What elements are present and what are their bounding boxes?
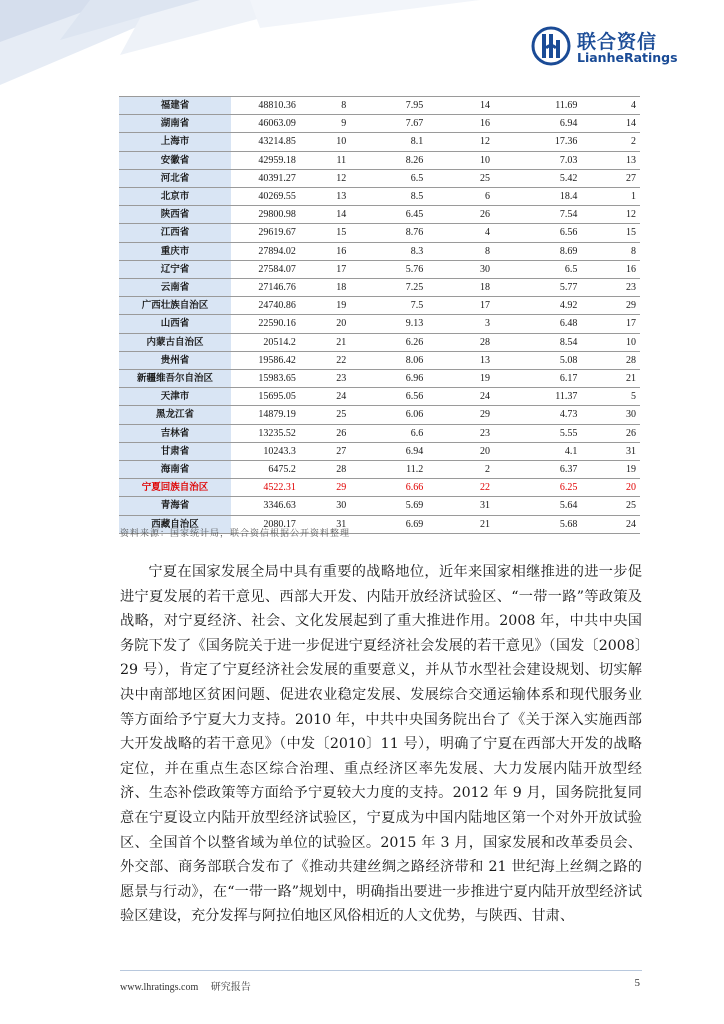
value-cell: 14 [581,115,640,133]
value-cell: 9.13 [350,315,427,333]
value-cell: 4.92 [494,297,581,315]
value-cell: 29800.98 [231,206,300,224]
region-name-cell: 青海省 [119,497,231,515]
value-cell: 6475.2 [231,461,300,479]
region-name-cell: 云南省 [119,279,231,297]
value-cell: 11 [300,151,350,169]
table-row [119,479,640,497]
value-cell: 24 [427,388,494,406]
value-cell: 6.56 [494,224,581,242]
value-cell: 8.76 [350,224,427,242]
value-cell: 16 [427,115,494,133]
value-cell: 28 [427,333,494,351]
region-name-cell: 湖南省 [119,115,231,133]
value-cell: 8 [300,97,350,115]
logo-text-en: LianheRatings [577,50,678,65]
value-cell: 6.56 [350,388,427,406]
value-cell: 20514.2 [231,333,300,351]
value-cell: 29 [581,297,640,315]
value-cell: 20 [300,315,350,333]
table-row [119,206,640,224]
value-cell: 7.25 [350,279,427,297]
value-cell: 15695.05 [231,388,300,406]
value-cell: 17.36 [494,133,581,151]
value-cell: 5.64 [494,497,581,515]
region-name-cell: 福建省 [119,97,231,115]
table-row [119,351,640,369]
value-cell: 40391.27 [231,169,300,187]
value-cell: 6.26 [350,333,427,351]
table-row [119,388,640,406]
value-cell: 5.55 [494,424,581,442]
value-cell: 2080.17 [231,515,300,533]
value-cell: 13235.52 [231,424,300,442]
footer-divider [120,970,642,971]
table-row [119,279,640,297]
table-row [119,224,640,242]
value-cell: 27 [581,169,640,187]
value-cell: 6.25 [494,479,581,497]
value-cell: 30 [300,497,350,515]
value-cell: 12 [300,169,350,187]
value-cell: 1 [581,188,640,206]
value-cell: 10 [300,133,350,151]
value-cell: 5.08 [494,351,581,369]
value-cell: 13 [581,151,640,169]
region-name-cell: 黑龙江省 [119,406,231,424]
value-cell: 27584.07 [231,260,300,278]
table-row [119,315,640,333]
footer-info [120,978,261,993]
region-name-cell: 天津市 [119,388,231,406]
region-name-cell: 甘肃省 [119,442,231,460]
value-cell: 27 [300,442,350,460]
value-cell: 16 [300,242,350,260]
value-cell: 23 [427,424,494,442]
value-cell: 23 [300,370,350,388]
value-cell: 18 [427,279,494,297]
table-row [119,133,640,151]
value-cell: 4522.31 [231,479,300,497]
table-row [119,442,640,460]
value-cell: 5.77 [494,279,581,297]
value-cell: 23 [581,279,640,297]
table-row [119,169,640,187]
value-cell: 8 [427,242,494,260]
value-cell: 15 [300,224,350,242]
value-cell: 46063.09 [231,115,300,133]
value-cell: 13 [427,351,494,369]
value-cell: 6.17 [494,370,581,388]
table-row [119,115,640,133]
region-name-cell: 北京市 [119,188,231,206]
region-name-cell: 内蒙古自治区 [119,333,231,351]
value-cell: 22590.16 [231,315,300,333]
value-cell: 43214.85 [231,133,300,151]
value-cell: 17 [300,260,350,278]
value-cell: 2 [581,133,640,151]
region-name-cell: 宁夏回族自治区 [119,479,231,497]
value-cell: 7.5 [350,297,427,315]
value-cell: 6.6 [350,424,427,442]
value-cell: 25 [581,497,640,515]
value-cell: 31 [581,442,640,460]
value-cell: 15983.65 [231,370,300,388]
region-name-cell: 重庆市 [119,242,231,260]
region-name-cell: 河北省 [119,169,231,187]
region-name-cell: 吉林省 [119,424,231,442]
value-cell: 27894.02 [231,242,300,260]
value-cell: 4 [427,224,494,242]
value-cell: 14 [300,206,350,224]
value-cell: 6.06 [350,406,427,424]
value-cell: 10243.3 [231,442,300,460]
value-cell: 6 [427,188,494,206]
value-cell: 13 [300,188,350,206]
table-row [119,406,640,424]
region-name-cell: 安徽省 [119,151,231,169]
value-cell: 12 [581,206,640,224]
value-cell: 5.42 [494,169,581,187]
value-cell: 20 [581,479,640,497]
value-cell: 31 [427,497,494,515]
value-cell: 30 [427,260,494,278]
value-cell: 3346.63 [231,497,300,515]
value-cell: 25 [427,169,494,187]
source-note: 资料来源：国家统计局，联合资信根据公开资料整理 [120,529,351,539]
value-cell: 8.3 [350,242,427,260]
table-row [119,297,640,315]
value-cell: 3 [427,315,494,333]
region-name-cell: 江西省 [119,224,231,242]
region-name-cell: 辽宁省 [119,260,231,278]
company-logo [531,26,681,72]
value-cell: 24 [581,515,640,533]
value-cell: 10 [581,333,640,351]
value-cell: 42959.18 [231,151,300,169]
table-row [119,242,640,260]
value-cell: 29 [427,406,494,424]
value-cell: 15 [581,224,640,242]
table-row [119,260,640,278]
value-cell: 19 [427,370,494,388]
value-cell: 17 [581,315,640,333]
value-cell: 6.5 [350,169,427,187]
region-name-cell: 贵州省 [119,351,231,369]
table-row [119,188,640,206]
value-cell: 5 [581,388,640,406]
value-cell: 21 [581,370,640,388]
value-cell: 5.68 [494,515,581,533]
value-cell: 10 [427,151,494,169]
table-row [119,333,640,351]
value-cell: 6.94 [350,442,427,460]
value-cell: 21 [300,333,350,351]
value-cell: 14879.19 [231,406,300,424]
value-cell: 22 [300,351,350,369]
table-row [119,97,640,115]
value-cell: 7.67 [350,115,427,133]
footer-doc-type: 研究报告 [210,982,251,993]
value-cell: 5.69 [350,497,427,515]
value-cell: 24 [300,388,350,406]
value-cell: 8.54 [494,333,581,351]
value-cell: 29619.67 [231,224,300,242]
value-cell: 19 [300,297,350,315]
region-name-cell: 新疆维吾尔自治区 [119,370,231,388]
footer-website: www.lhratings.com [120,982,199,993]
value-cell: 30 [581,406,640,424]
value-cell: 19 [581,461,640,479]
body-paragraph: 宁夏在国家发展全局中具有重要的战略地位，近年来国家相继推进的进一步促进宁夏发展的若干意见、西部大开发、内陆开放经济试验区、“一带一路”等政策及战略，对宁夏经济、社会、文化发展起到了重大推进作用。2008 年，中共中央国务院下发了《国务院关于进一步促进宁夏经济社会发展的若干意见》（国发〔2008〕29 号），肯定了宁夏经济社会发展的重要意义，并从节水型社会建设规划、切实解决中南部地区贫困问题、促进农业稳定发展、发展综合交通运输体系和现代服务业等方面给予宁夏大力支持。2010 年，中共中央国务院出台了《关于深入实施西部大开发战略的若干意见》（中发〔2010〕11 号），明确了宁夏在西部大开发的战略定位，并在重点生态区综合治理、重点经济区率先发展、大力发展内陆开放型经济、生态补偿政策等方面给予宁夏较大力度的支持。2012 年 9 月，国务院批复同意在宁夏设立内陆开放型经济试验区，宁夏成为中国内陆地区第一个对外开放试验区、全国首个以整省域为单位的试验区。2015 年 3 月，国家发展和改革委员会、外交部、商务部联合发布了《推动共建丝绸之路经济带和 21 世纪海上丝绸之路的愿景与行动》，在“一带一路”规划中，明确指出要进一步推进宁夏内陆开放型经济试验区建设，充分发挥与阿拉伯地区风俗相近的人文优势，与陕西、甘肃、 [120,564,642,925]
value-cell: 6.48 [494,315,581,333]
value-cell: 19586.42 [231,351,300,369]
value-cell: 27146.76 [231,279,300,297]
value-cell: 7.54 [494,206,581,224]
value-cell: 29 [300,479,350,497]
value-cell: 48810.36 [231,97,300,115]
region-name-cell: 广西壮族自治区 [119,297,231,315]
value-cell: 4 [581,97,640,115]
value-cell: 11.69 [494,97,581,115]
value-cell: 8.1 [350,133,427,151]
table-row [119,424,640,442]
value-cell: 6.69 [350,515,427,533]
value-cell: 6.94 [494,115,581,133]
value-cell: 4.73 [494,406,581,424]
value-cell: 26 [300,424,350,442]
value-cell: 6.66 [350,479,427,497]
logo-text-cn: 联合资信 [577,31,658,53]
region-name-cell: 上海市 [119,133,231,151]
table-row [119,461,640,479]
value-cell: 4.1 [494,442,581,460]
value-cell: 8.69 [494,242,581,260]
value-cell: 25 [300,406,350,424]
province-data-table [119,96,640,534]
value-cell: 8.06 [350,351,427,369]
value-cell: 6.45 [350,206,427,224]
region-name-cell: 海南省 [119,461,231,479]
value-cell: 17 [427,297,494,315]
value-cell: 2 [427,461,494,479]
value-cell: 12 [427,133,494,151]
value-cell: 14 [427,97,494,115]
value-cell: 21 [427,515,494,533]
value-cell: 28 [300,461,350,479]
value-cell: 26 [581,424,640,442]
value-cell: 28 [581,351,640,369]
value-cell: 22 [427,479,494,497]
table-row [119,370,640,388]
table-body [119,97,640,534]
value-cell: 31 [300,515,350,533]
value-cell: 26 [427,206,494,224]
value-cell: 6.37 [494,461,581,479]
region-name-cell: 山西省 [119,315,231,333]
value-cell: 20 [427,442,494,460]
value-cell: 8 [581,242,640,260]
value-cell: 40269.55 [231,188,300,206]
value-cell: 8.26 [350,151,427,169]
value-cell: 6.5 [494,260,581,278]
value-cell: 24740.86 [231,297,300,315]
value-cell: 7.95 [350,97,427,115]
region-name-cell: 西藏自治区 [119,515,231,533]
value-cell: 5.76 [350,260,427,278]
page-number: 5 [634,977,640,989]
value-cell: 11.2 [350,461,427,479]
value-cell: 18.4 [494,188,581,206]
value-cell: 6.96 [350,370,427,388]
value-cell: 16 [581,260,640,278]
value-cell: 11.37 [494,388,581,406]
table-row [119,497,640,515]
logo-mark-icon [531,26,571,66]
value-cell: 8.5 [350,188,427,206]
value-cell: 7.03 [494,151,581,169]
value-cell: 9 [300,115,350,133]
table-row [119,151,640,169]
region-name-cell: 陕西省 [119,206,231,224]
value-cell: 18 [300,279,350,297]
